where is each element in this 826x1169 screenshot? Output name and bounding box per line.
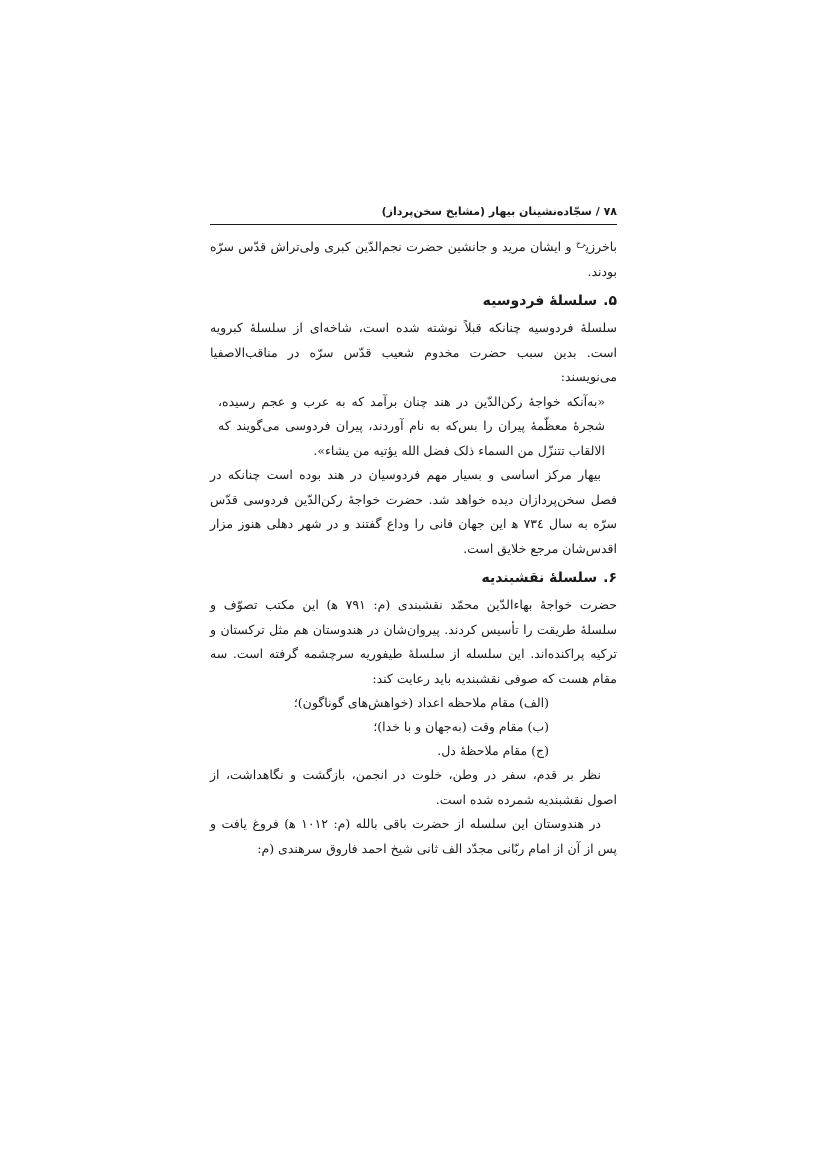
intro-text-end: و ایشان مرید و جانشین حضرت نجم‌الدّین کبری ولی‌تراش قدّس سرّه بودند. <box>210 239 617 279</box>
section-6-paragraph-1: حضرت خواجۀ بهاءالدّین محمّد نقشبندی (م: ۷۹۱ ﻫ) این مکتب تصوّف و سلسلۀ طریقت را تأسیس کردند. پیروان‌شان در هندوستان هم مثل ترکستان و ترکیه پراکنده‌اند. این سلسله از سلسلۀ طیفوریه سرچشمه گرفته است. سه مقام هست که صوفی نقشبندیه باید رعایت کند: <box>210 597 617 686</box>
intro-text-start: باخرزی <box>585 239 617 254</box>
section-5-paragraph-1: سلسلۀ فردوسیه چنانکه قبلاً نوشته شده است، شاخه‌ای از سلسلۀ کبرویه است. بدین سبب حضرت مخدوم شعیب قدّس سرّه در مناقب‌الاصفیا می‌نویسند: <box>210 320 617 384</box>
section-5-number: ۵. <box>603 293 617 309</box>
section-6-heading <box>210 565 617 591</box>
section-6-paragraph-3: در هندوستان این سلسله از حضرت باقی بالله (م: ۱۰۱۲ ﻫ) فروغ یافت و پس از آن از امام ربّانی مجدّد الف ثانی شیخ احمد فاروق سرهندی (م: <box>210 816 617 856</box>
section-5-title: سلسلۀ فردوسیه <box>482 293 598 309</box>
section-5-heading <box>210 288 617 314</box>
book-page <box>210 205 617 861</box>
section-6-number: ۶. <box>603 570 617 586</box>
list-item: (الف) مقام ملاحظه اعداد (خواهش‌های گوناگون)؛ <box>293 695 549 710</box>
running-header: ۷۸ / سجّاده‌نشینان بیهار (مشایخ سخن‌پرداز) <box>210 205 617 225</box>
intro-paragraph <box>210 235 617 284</box>
quotation-block <box>210 390 617 464</box>
quotation-text: «به‌آنکه خواجۀ رکن‌الدّین در هند چنان برآمد که به عرب و عجم رسیده، شجرۀ معظّمۀ پیران را بس‌که به نام آوردند، پیران فردوسی می‌گویند که الالقاب تتنزّل من السماء ذلک فضل الله یؤتیه من یشاء». <box>218 393 606 458</box>
honorific-mark: رح <box>575 238 586 248</box>
section-5-paragraph-2: بیهار مرکز اساسی و بسیار مهم فردوسیان در هند بوده است چنانکه در فصل سخن‌پردازان دیده خواهد شد. حضرت خواجۀ رکن‌الدّین فردوسی قدّس سرّه به سال ۷۳٤ ﻫ این جهان فانی را وداع گفتند و در شهر دهلی هنوز مزار اقدس‌شان مرجع خلایق است. <box>210 467 617 556</box>
section-6-title: سلسلۀ نقشبندیه <box>481 570 598 586</box>
section-6-paragraph-2: نظر بر قدم، سفر در وطن، خلوت در انجمن، بازگشت و نگاهداشت، از اصول نقشبندیه شمرده شده است. <box>210 767 617 807</box>
list-item: (ج) مقام ملاحظۀ دل. <box>437 743 549 758</box>
list-item: (ب) مقام وقت (به‌جهان و با خدا)؛ <box>373 719 549 734</box>
stations-list <box>210 691 617 763</box>
